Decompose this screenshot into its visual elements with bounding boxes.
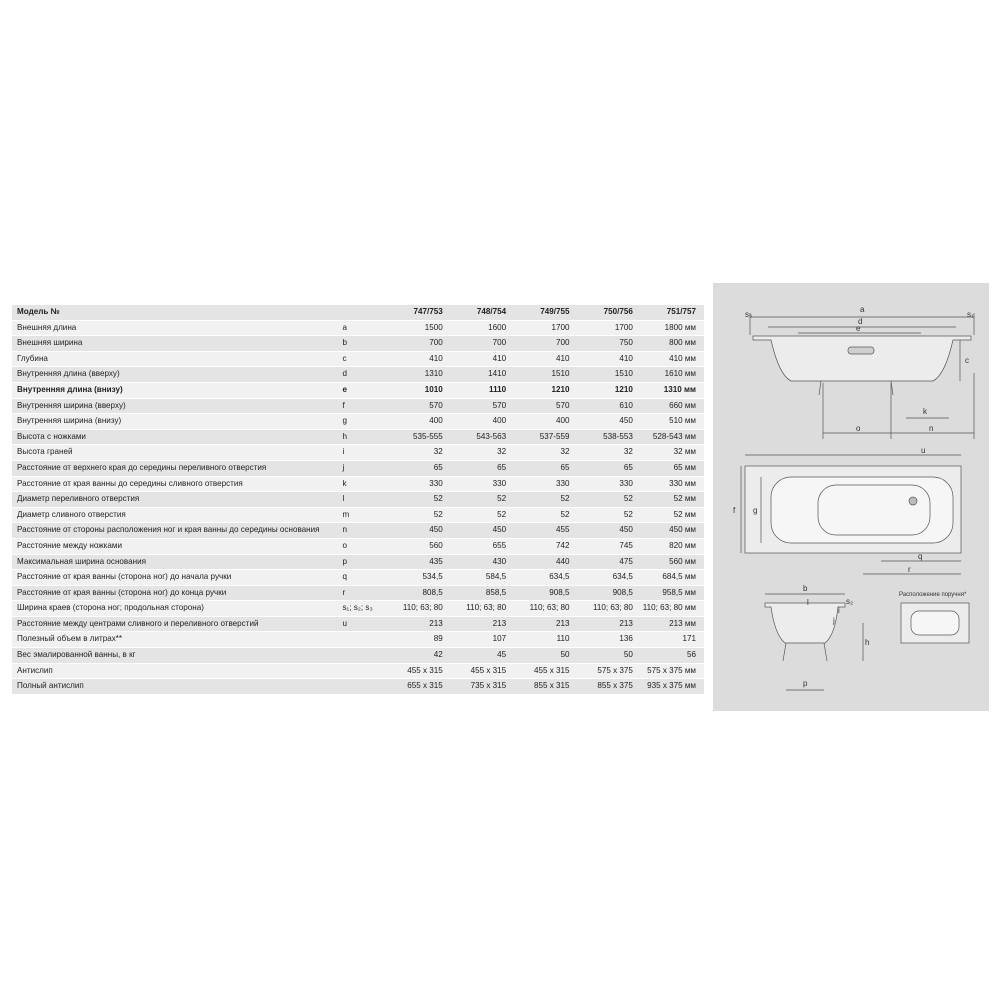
dim-label-q: q (918, 552, 923, 561)
row-value: 52 (381, 492, 444, 508)
row-value: 745 (572, 538, 635, 554)
row-value: 32 (508, 445, 571, 461)
dim-label-j: j (833, 616, 835, 625)
row-value: 1410 (445, 367, 508, 383)
row-value: 908,5 (572, 585, 635, 601)
row-value: 560 (381, 538, 444, 554)
row-value: 1700 (508, 320, 571, 336)
row-value: 410 (572, 351, 635, 367)
row-symbol (340, 679, 381, 695)
table-row (12, 663, 704, 679)
row-value: 213 (381, 616, 444, 632)
table-row (12, 601, 704, 617)
dim-label-d: d (858, 317, 863, 326)
row-value: 440 (508, 554, 571, 570)
row-value: 400 (508, 414, 571, 430)
row-symbol: m (340, 507, 381, 523)
dim-label-o: o (856, 424, 861, 433)
row-value: 110 (508, 632, 571, 648)
row-label: Антислип (12, 663, 340, 679)
table-row (12, 414, 704, 430)
row-value: 45 (445, 648, 508, 664)
row-value: 330 (508, 476, 571, 492)
row-value: 65 мм (635, 460, 704, 476)
row-value: 1610 мм (635, 367, 704, 383)
dim-label-s3: s₃ (745, 310, 753, 319)
row-value: 800 мм (635, 336, 704, 352)
row-value: 534,5 (381, 570, 444, 586)
row-value: 570 (445, 398, 508, 414)
dim-label-i: i (838, 606, 840, 615)
row-label: Диаметр переливного отверстия (12, 492, 340, 508)
dim-label-a: a (860, 305, 865, 314)
table-row (12, 585, 704, 601)
row-symbol: f (340, 398, 381, 414)
row-value: 455 x 315 (445, 663, 508, 679)
header-model-4: 750/756 (572, 305, 635, 320)
row-label: Расстояние между ножками (12, 538, 340, 554)
row-value: 537-559 (508, 429, 571, 445)
row-value: 610 (572, 398, 635, 414)
row-value: 410 (445, 351, 508, 367)
row-symbol: s₁; s₂; s₃ (340, 601, 381, 617)
row-symbol (340, 648, 381, 664)
row-value: 110; 63; 80 (381, 601, 444, 617)
row-value: 32 (572, 445, 635, 461)
row-value: 330 (572, 476, 635, 492)
row-label: Внутренняя ширина (внизу) (12, 414, 340, 430)
row-value: 1010 (381, 382, 444, 398)
row-value: 855 x 375 (572, 679, 635, 695)
row-value: 171 (635, 632, 704, 648)
row-value: 570 (381, 398, 444, 414)
row-label: Высота граней (12, 445, 340, 461)
row-value: 50 (572, 648, 635, 664)
row-value: 1510 (508, 367, 571, 383)
header-symbol (340, 305, 381, 320)
row-label: Внутренняя ширина (вверху) (12, 398, 340, 414)
bathtub-drawing (713, 283, 989, 711)
table-row (12, 616, 704, 632)
table-row (12, 445, 704, 461)
row-value: 52 мм (635, 492, 704, 508)
dim-label-p: p (803, 679, 808, 688)
table-row (12, 476, 704, 492)
row-value: 560 мм (635, 554, 704, 570)
row-value: 450 (381, 523, 444, 539)
row-value: 735 x 315 (445, 679, 508, 695)
row-value: 52 (381, 507, 444, 523)
table-row (12, 398, 704, 414)
row-label: Расстояние от стороны расположения ног и края ванны до середины основания (12, 523, 340, 539)
row-value: 110; 63; 80 (445, 601, 508, 617)
row-label: Диаметр сливного отверстия (12, 507, 340, 523)
row-label: Вес эмалированной ванны, в кг (12, 648, 340, 664)
row-label: Расстояние от края ванны до середины сливного отверстия (12, 476, 340, 492)
row-value: 1310 мм (635, 382, 704, 398)
table-row (12, 336, 704, 352)
table-row (12, 679, 704, 695)
row-value: 52 (508, 507, 571, 523)
header-model-2: 748/754 (445, 305, 508, 320)
row-value: 136 (572, 632, 635, 648)
row-value: 455 (508, 523, 571, 539)
row-value: 330 (445, 476, 508, 492)
dim-label-b: b (803, 584, 808, 593)
row-value: 32 (445, 445, 508, 461)
row-value: 213 (572, 616, 635, 632)
row-symbol: e (340, 382, 381, 398)
row-symbol: q (340, 570, 381, 586)
row-value: 535-555 (381, 429, 444, 445)
specs-table (12, 305, 704, 695)
row-value: 528-543 мм (635, 429, 704, 445)
row-value: 584,5 (445, 570, 508, 586)
table-header-row (12, 305, 704, 320)
dim-label-k: k (923, 407, 927, 416)
table-row (12, 632, 704, 648)
row-value: 475 (572, 554, 635, 570)
row-value: 1110 (445, 382, 508, 398)
row-value: 575 x 375 (572, 663, 635, 679)
row-value: 410 мм (635, 351, 704, 367)
row-symbol: k (340, 476, 381, 492)
row-symbol: n (340, 523, 381, 539)
row-value: 213 (508, 616, 571, 632)
row-value: 510 мм (635, 414, 704, 430)
row-value: 65 (445, 460, 508, 476)
row-value: 684,5 мм (635, 570, 704, 586)
row-value: 42 (381, 648, 444, 664)
row-label: Расстояние от верхнего края до середины переливного отверстия (12, 460, 340, 476)
row-value: 634,5 (508, 570, 571, 586)
row-value: 575 x 375 мм (635, 663, 704, 679)
row-value: 330 мм (635, 476, 704, 492)
row-value: 742 (508, 538, 571, 554)
table-row (12, 460, 704, 476)
row-value: 52 (445, 492, 508, 508)
row-value: 435 (381, 554, 444, 570)
row-value: 56 (635, 648, 704, 664)
dim-label-s1: s₁ (967, 310, 974, 319)
row-value: 330 (381, 476, 444, 492)
table-row (12, 523, 704, 539)
row-value: 89 (381, 632, 444, 648)
table-row (12, 648, 704, 664)
row-label: Ширина краев (сторона ног; продольная сторона) (12, 601, 340, 617)
dim-label-r: r (908, 565, 911, 574)
table-row (12, 538, 704, 554)
table-row (12, 554, 704, 570)
dim-label-s2: s₂ (846, 597, 854, 606)
row-symbol: i (340, 445, 381, 461)
dim-label-l: l (807, 598, 809, 607)
row-value: 908,5 (508, 585, 571, 601)
row-label: Внешняя ширина (12, 336, 340, 352)
row-symbol: a (340, 320, 381, 336)
row-label: Полный антислип (12, 679, 340, 695)
row-value: 1600 (445, 320, 508, 336)
row-value: 935 x 375 мм (635, 679, 704, 695)
row-symbol: u (340, 616, 381, 632)
dim-label-f: f (733, 506, 736, 515)
row-value: 213 (445, 616, 508, 632)
row-symbol: b (340, 336, 381, 352)
row-value: 52 мм (635, 507, 704, 523)
row-value: 410 (381, 351, 444, 367)
row-value: 430 (445, 554, 508, 570)
row-value: 1500 (381, 320, 444, 336)
row-label: Внутренняя длина (внизу) (12, 382, 340, 398)
row-symbol: p (340, 554, 381, 570)
row-label: Максимальная ширина основания (12, 554, 340, 570)
row-label: Полезный объем в литрах** (12, 632, 340, 648)
row-value: 1800 мм (635, 320, 704, 336)
row-label: Расстояние от края ванны (сторона ног) до конца ручки (12, 585, 340, 601)
handle-caption: Расположение поручня* (899, 592, 967, 598)
row-symbol: r (340, 585, 381, 601)
row-label: Внутренняя длина (вверху) (12, 367, 340, 383)
row-symbol: j (340, 460, 381, 476)
row-value: 958,5 мм (635, 585, 704, 601)
table-row (12, 367, 704, 383)
row-value: 450 (572, 414, 635, 430)
row-symbol: d (340, 367, 381, 383)
row-value: 570 (508, 398, 571, 414)
row-value: 1310 (381, 367, 444, 383)
row-value: 543-563 (445, 429, 508, 445)
header-model-1: 747/753 (381, 305, 444, 320)
row-label: Высота с ножками (12, 429, 340, 445)
row-value: 655 (445, 538, 508, 554)
row-value: 855 x 315 (508, 679, 571, 695)
dim-label-u: u (921, 446, 926, 455)
row-value: 107 (445, 632, 508, 648)
row-value: 820 мм (635, 538, 704, 554)
dim-label-h: h (865, 638, 870, 647)
row-value: 110; 63; 80 (572, 601, 635, 617)
row-value: 1210 (508, 382, 571, 398)
row-value: 52 (572, 492, 635, 508)
row-symbol: g (340, 414, 381, 430)
row-symbol: h (340, 429, 381, 445)
row-value: 1700 (572, 320, 635, 336)
row-symbol: l (340, 492, 381, 508)
row-value: 450 мм (635, 523, 704, 539)
row-label: Глубина (12, 351, 340, 367)
row-value: 65 (508, 460, 571, 476)
row-value: 52 (508, 492, 571, 508)
row-value: 110; 63; 80 (508, 601, 571, 617)
row-value: 50 (508, 648, 571, 664)
row-value: 65 (381, 460, 444, 476)
row-value: 660 мм (635, 398, 704, 414)
row-value: 410 (508, 351, 571, 367)
row-value: 700 (381, 336, 444, 352)
row-value: 538-553 (572, 429, 635, 445)
row-symbol: o (340, 538, 381, 554)
dim-label-c: c (965, 356, 969, 365)
table-row (12, 382, 704, 398)
row-value: 1210 (572, 382, 635, 398)
row-label: Расстояние от края ванны (сторона ног) до начала ручки (12, 570, 340, 586)
row-label: Расстояние между центрами сливного и переливного отверстий (12, 616, 340, 632)
header-model-label: Модель № (12, 305, 340, 320)
dim-label-g: g (753, 506, 758, 515)
row-value: 400 (445, 414, 508, 430)
row-value: 213 мм (635, 616, 704, 632)
row-value: 655 x 315 (381, 679, 444, 695)
row-value: 400 (381, 414, 444, 430)
header-model-3: 749/755 (508, 305, 571, 320)
row-value: 110; 63; 80 мм (635, 601, 704, 617)
table-row (12, 351, 704, 367)
row-value: 450 (445, 523, 508, 539)
table-row (12, 507, 704, 523)
row-value: 634,5 (572, 570, 635, 586)
dim-label-e: e (856, 324, 861, 333)
row-value: 450 (572, 523, 635, 539)
table-row (12, 570, 704, 586)
row-value: 750 (572, 336, 635, 352)
header-model-5: 751/757 (635, 305, 704, 320)
row-symbol (340, 632, 381, 648)
table-row (12, 320, 704, 336)
row-value: 52 (445, 507, 508, 523)
row-value: 455 x 315 (508, 663, 571, 679)
bathtub-diagram-svg (713, 283, 989, 711)
table-row (12, 492, 704, 508)
row-value: 32 (381, 445, 444, 461)
row-value: 700 (508, 336, 571, 352)
row-value: 1510 (572, 367, 635, 383)
row-value: 32 мм (635, 445, 704, 461)
table-row (12, 429, 704, 445)
row-symbol: c (340, 351, 381, 367)
dim-label-n: n (929, 424, 934, 433)
row-symbol (340, 663, 381, 679)
row-value: 65 (572, 460, 635, 476)
row-value: 455 x 315 (381, 663, 444, 679)
row-label: Внешняя длина (12, 320, 340, 336)
row-value: 700 (445, 336, 508, 352)
row-value: 808,5 (381, 585, 444, 601)
row-value: 858,5 (445, 585, 508, 601)
row-value: 52 (572, 507, 635, 523)
